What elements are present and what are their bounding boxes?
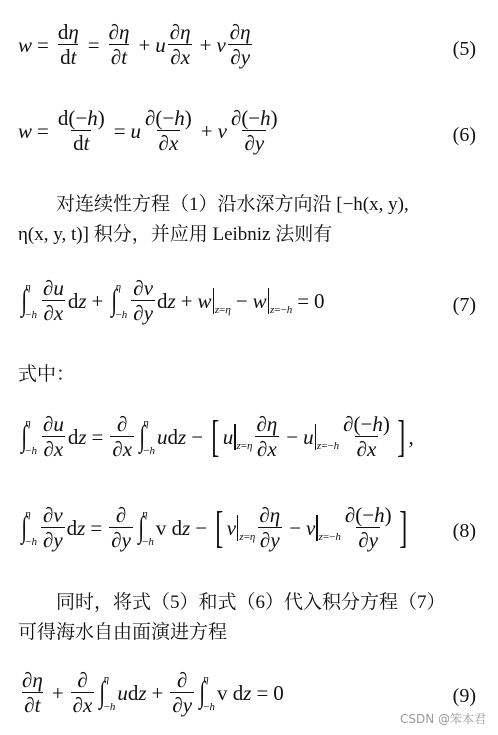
equation-6: w = $\frac{d(-h)}{dt}$ = u $\frac{\partial(-h)}{\partial x}$ + v $\frac{\partial(-h)}{\partial y}$ (18, 106, 278, 155)
para2-line1: 同时，将式（5）和式（6）代入积分方程（7） (56, 592, 446, 613)
equation-8-line2: ∫ η −h $\frac{\partial v}{\partial y}$ dz = $\frac{\partial}{\partial y}$ ∫ η −h v d z − [ v z=η $\frac{\partial\eta}{\partial y}$ − v z=−h $\frac{\partial(-h)}{\partial y}$ ] (21, 503, 407, 552)
para2-line2: 可得海水自由面演进方程 (18, 622, 228, 643)
watermark: CSDN @笨本君 (399, 712, 486, 726)
equation-6-number: (6) (452, 124, 476, 146)
paragraph-substitution (18, 588, 478, 648)
equation-8-line1: ∫ η −h $\frac{\partial u}{\partial x}$ dz = $\frac{\partial}{\partial x}$ ∫ η −h u d z − [ u z=η $\frac{\partial\eta}{\partial x}$ − u z=−h $\frac{\partial(-h)}{\partial x}$ ] , (21, 412, 414, 461)
equation-9: $\frac{\partial\eta}{\partial t}$ + $\frac{\partial}{\partial x}$ ∫ η −h u d z + $\frac{\partial}{\partial y}$ ∫ η −h v d z = 0 (22, 668, 284, 717)
where-label: 式中： (18, 364, 76, 385)
equation-9-number: (9) (452, 685, 476, 707)
equation-5-number: (5) (452, 38, 476, 60)
equation-7: ∫ η −h $\frac{\partial u}{\partial x}$ dz + ∫ η −h $\frac{\partial v}{\partial y}$ dz + w z=η − w z=−h = 0 (21, 276, 325, 325)
paragraph-integration-intro (18, 190, 478, 250)
equation-5: w = $\frac{d\eta}{dt}$ = $\frac{\partial\eta}{\partial t}$ + u $\frac{\partial\eta}{\partial x}$ + v $\frac{\partial\eta}{\partial y}$ (18, 20, 251, 69)
para1-line2: η(x, y, t)] 积分，并应用 Leibniz 法则有 (18, 224, 333, 245)
equation-8-number: (8) (452, 520, 476, 542)
para1-line1: 对连续性方程（1）沿水深方向沿 [−h(x, y), (56, 194, 409, 215)
equation-7-number: (7) (452, 294, 476, 316)
